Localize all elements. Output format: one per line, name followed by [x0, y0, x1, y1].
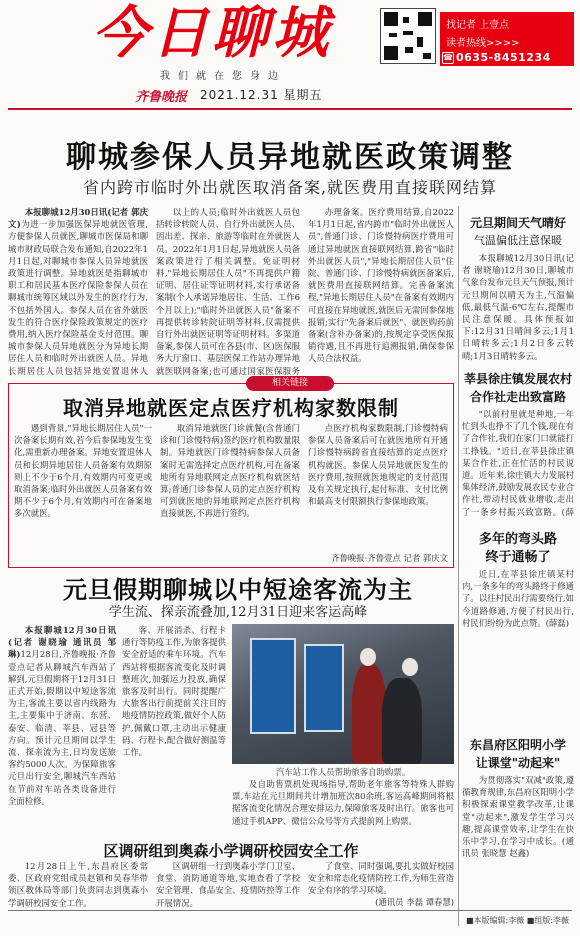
school-byline: (通讯员 李磊 谭春慧) [375, 897, 454, 907]
related-byline: 齐鲁晚报·齐鲁壹点 记者 郭庆文 [331, 553, 448, 563]
related-col1-text: 遇到背景,"异地长期居住人员"一次备案长期有效,若今后参保地发生变化,需重新办理备案。异地安置退休人员和长期异地居住人员备案有效期原则上不少于6个月,有效期内可变更或取消备案;临时外出就医人员备案有效期不少于6个月,有效期内可在备案地多次就医。 [14, 423, 152, 519]
coop-headline-2: 合作社走出致富路 [469, 390, 566, 404]
related-col2-text: 取消异地就医门诊就餐(含普通门诊和门诊慢特病)签约医疗机构数量限制。异地就医门诊慢特病参保人员备案时无需选择定点医疗机构,可在备案地所有异地联网定点医疗机构就医结算;普通门诊参保人员的定点医疗机构可到就医地的异地联网定点医疗机构直接就医,不再进行签约。 [160, 423, 300, 519]
travel-column-1 [8, 624, 116, 834]
newspaper-logo: 今日聊城 [92, 1, 332, 66]
qr-code-icon[interactable] [380, 8, 436, 64]
school-right-headline-1: 东昌府区阳明小学 [469, 738, 566, 752]
right-column-divider [458, 206, 459, 926]
weather-headline-1: 元旦期间天气晴好 [469, 216, 566, 230]
school-right-headline-2: 让课堂"动起来" [475, 756, 561, 770]
brand-logo: 齐鲁晚报 [135, 90, 188, 105]
slogan: 我们就在您身边 [160, 71, 286, 82]
hotline-title: 找记者 上壹点 [446, 20, 510, 31]
travel-byline: 本报聊城12月30日讯(记者 谢晓瑜 通讯员 邹琳) [8, 625, 116, 660]
lead-col2-text: 以上的人员;临时外出就医人员包括转诊转院人员、自行外出就医人员、因出差、探亲、旅游等临时在外就医人员。2022年1月1日起,异地就医人员备案政策进行了相关调整。免证明材料,"异地长期居住人员"不再提供户籍证明、居住证等证明材料,实行承诺备案制(个人承诺异地居住、生活、工作6个月以上);"临时外出就医人员"备案不再提供转诊转院证明等材料,仅需提供自行外出就医证明等证明材料。多渠道备案,参保人员可在各县(市、区)医保服务大厅窗口、基层医保工作站办理异地就医联网备案;也可通过国家医保服务 [156, 207, 300, 376]
related-byline-box [308, 552, 448, 565]
coop-column [462, 408, 574, 520]
school-col1-text: 12月28日上午,东昌府区委常委、区政府党组成员赵镇和吴春华带领区教体局等部门负责同志到奥森小学调研校园安全工作。 [8, 861, 148, 908]
coop-text: "以前村里就是种地,一年忙到头也挣不了几个钱,现在有了合作社,我们在家门口就能打工挣钱。"近日,在莘县徐庄镇某合作社,正在忙活的村民说道。近年来,徐庄镇大力发展村集体经济,鼓励发展农民专业合作社,带动村民就业增收,走出了一条乡村振兴致富路。(薛 [462, 409, 574, 517]
lead-col1-text: 为进一步加强医保异地就医管理,方便参保人员就医,聊城市医保局和聊城市财政局联合发布通知,自2022年1月1日起,对聊城市参保人员异地就医政策进行调整。异地就医是指聊城市职工和居民基本医疗保险参保人员在聊城市统筹区域以外发生的医疗行为,不包括外国人。参保人员在省外就医发生的符合医疗保险政策规定的医疗费用,纳入医疗保险基金支付范围。聊城市参保人员异地就医分为异地长期居住人员和临时外出就医人员。异地长期居住人员包括异地安置退休人 [8, 219, 148, 376]
masthead-divider [8, 108, 572, 110]
road-headline-1: 多年的弯头路 [478, 532, 557, 547]
weather-column [462, 252, 574, 362]
lead-headline: 聊城参保人员异地就医政策调整 [66, 140, 514, 175]
footer-divider [8, 910, 572, 911]
road-column [462, 568, 574, 728]
travel-column-3 [232, 778, 454, 834]
school-column-3 [308, 860, 454, 896]
travel-col1-text: 12月28日,齐鲁晚报·齐鲁壹点记者从聊城汽车西站了解到,元旦假期将于12月31日正式开始,假期以中短途客流为主,客流主要以省内线路为主,主要集中于济南、东营、泰安、临清、莘县、冠县等方向。预计元旦期间以学生流、探亲流为主,日均发送旅客约5000人次。为保障旅客元旦出行安全,聊城汽车西站在节前对车站各类设备进行全面检修。 [8, 649, 116, 806]
lead-column-1 [8, 206, 148, 376]
editor-credit: ■本版编辑:李薇 ■组版:李薇 [466, 916, 570, 925]
school-column-1 [8, 860, 148, 908]
related-column-1 [14, 422, 152, 564]
related-column-3 [308, 422, 448, 550]
school-col3-text: 了食堂、同时强调,要扎实做好校园安全和常态化疫情防控工作,为师生营造安全有序的学习环境。 [308, 861, 454, 896]
lead-subhead: 省内跨市临时外出就医取消备案,就医费用直接联网结算 [82, 178, 498, 197]
weather-text: 本报聊城12月30日讯(记者 谢晓瑜)12月30日,聊城市气象台发布元旦天气预报,预计元旦期间以晴天为主,气温偏低,最低气温-6℃左右,提醒市民注意保暖。具体预报如下:12月31日晴间多云;1月1日晴转多云;1月2日多云转晴;1月3日晴转多云。 [462, 253, 574, 361]
reader-hotline-box [440, 12, 574, 66]
lead-col3-text: 办理备案。医疗费用结算,自2022年1月1日起,省内跨市"临时外出就医人员",普通门诊、门诊慢特病医疗费用可通过异地就医直接联网结算,跨省"临时外出就医人员","异地长期居住人员"住院、普通门诊、门诊慢特病就医备案后,就医费用直接联网结算。完善备案流程,"异地长期居住人员"在备案有效期内可直接在异地就医,就医后无需回参保地报销;实行"先备案后就医"、就医购药前备案(含补办备案)的,按规定享受医保报销待遇,且不再进行追溯报销,确保参保人员合法权益。 [308, 207, 454, 364]
school-column-2 [156, 860, 300, 908]
school-right-column [462, 774, 574, 906]
photo-caption: 汽车站工作人员帮助旅客自助购票。 [276, 767, 410, 777]
travel-column-2 [122, 624, 226, 834]
travel-col2-text: 客、开展消杀、行程卡通行等防疫工作,为旅客提供安全舒适的乘车环境。汽车西站将根据客流变化及时调整班次,加强运力投放,确保旅客及时出行。同时提醒广大旅客出行前提前关注目的地疫情防控政策,做好个人防护,佩戴口罩,主动出示健康码、行程卡,配合做好测温等工作。 [122, 625, 226, 758]
travel-headline: 元旦假期聊城以中短途客流为主 [63, 575, 413, 604]
hotline-label: 读者热线>>>> [446, 38, 520, 49]
related-column-2 [160, 422, 300, 564]
travel-col3-text: 及自助售票机处现场指导,帮助老年旅客等特殊人群购票,车站在元旦期间共计增加班次80余班,客运高峰期间将根据客流变化情况合理安排运力,保障旅客及时出行。旅客也可通过手机APP、微信公众号等方式提前网上购票。 [232, 779, 454, 826]
school-col2-text: 区调研组一行到奥森小学门卫室、食堂、消防通道等地,实地查看了学校安全管理、食品安全、疫情防控等工作开展情况。 [156, 861, 300, 908]
phone-icon: ☎ [443, 53, 453, 62]
road-text: 近日,在莘县徐庄镇某村内,一条多年的弯头路终于修通了。以往村民出行需要绕行,如今道路修通,方便了村民出行,村民们纷纷为此点赞。(薛磊) [462, 569, 574, 628]
road-headline-2: 终于通畅了 [485, 550, 551, 565]
related-headline: 取消异地就医定点医疗机构家数限制 [63, 396, 399, 420]
hotline-number: 0635-8451234 [456, 51, 551, 64]
lead-column-3 [308, 206, 454, 376]
travel-subhead: 学生流、探亲流叠加,12月31日迎来客运高峰 [108, 605, 368, 620]
lead-byline: 本报聊城12月30日讯(记者 郭庆文) [8, 207, 148, 230]
masthead [0, 0, 580, 116]
ticket-kiosk-photo [232, 624, 454, 764]
issue-date: 2021.12.31 星期五 [200, 88, 323, 102]
weather-headline-2: 气温偏低注意保暖 [474, 234, 562, 247]
related-col3-text: 点医疗机构家数限制,门诊慢特病参保人员备案后可在就医地所有开通门诊慢特病跨省直接结算的定点医疗机构就医。参保人员异地就医发生的医疗费用,按照就医地规定的支付范围及有关规定执行,起付标准、支付比例和最高支付限额执行参保地政策。 [308, 423, 448, 507]
school-right-text: 为贯彻落实"双减"政策,遵循教育规律,东昌府区阳明小学积极探索课堂教学改革,让课堂"动起来",激发学生学习兴趣,提高课堂效率,让学生在快乐中学习,在学习中成长。(通讯员 张晓慧 赵鑫) [462, 775, 574, 859]
related-link-tag: 相关链接 [246, 376, 334, 391]
lead-column-2 [156, 206, 300, 376]
coop-headline-1: 莘县徐庄镇发展农村 [463, 372, 572, 386]
school-headline: 区调研组到奥森小学调研校园安全工作 [103, 842, 359, 860]
school-byline-box [308, 896, 454, 908]
